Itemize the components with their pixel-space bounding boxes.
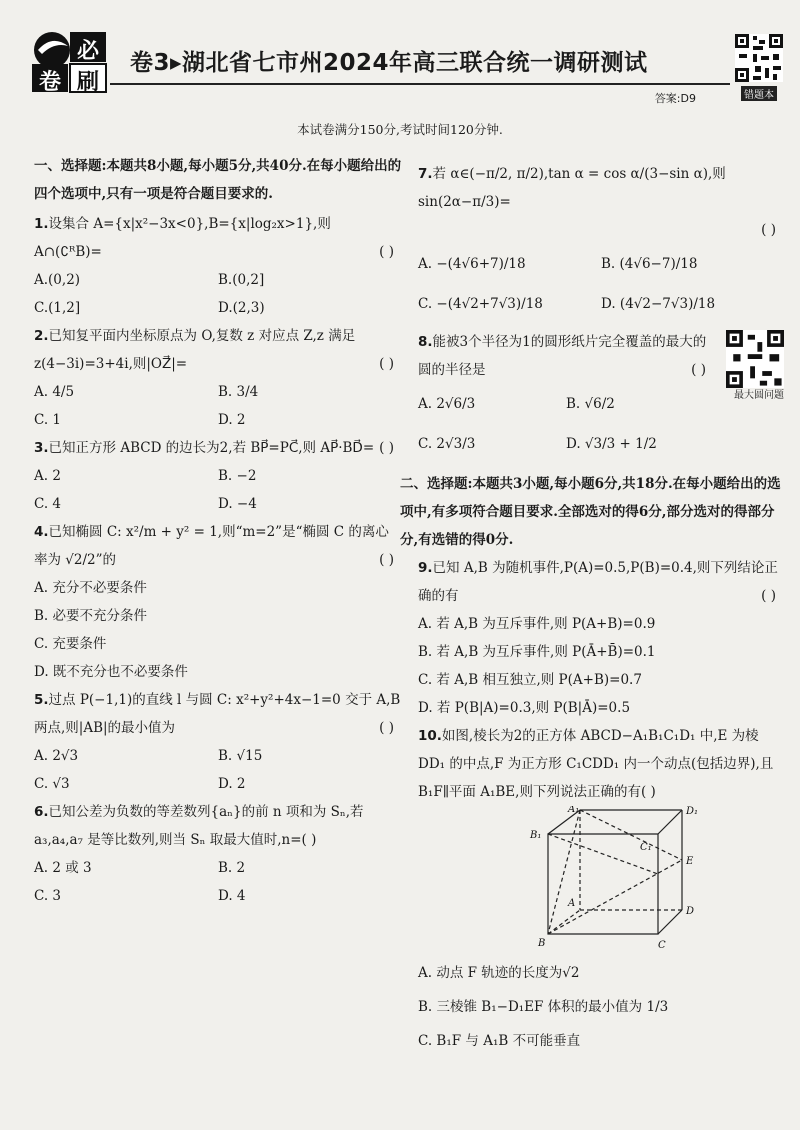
right-column xyxy=(400,160,784,1058)
left-column xyxy=(34,152,402,910)
section2-heading: 二、选择题:本题共3小题,每小题6分,共18分.在每小题给出的选项中,有多项符合题目要求.全部选对的得6分,部分选对的得部分分,有选错的得0分. xyxy=(400,476,781,548)
q9-option-b[interactable]: B. 若 A,B 为互斥事件,则 P(Ā+B̄)=0.1 xyxy=(418,644,656,660)
question-6 xyxy=(34,798,402,910)
q7-stem: 若 α∈(−π/2, π/2),tan α = cos α/(3−sin α),则 sin(2α−π/3)= xyxy=(418,166,726,210)
q10-number: 10. xyxy=(418,728,442,744)
question-5 xyxy=(34,686,402,798)
q6-option-b[interactable]: B. 2 xyxy=(218,860,246,876)
q8-stem: 能被3个半径为1的圆形纸片完全覆盖的最大的圆的半径是 xyxy=(418,334,707,378)
q6-option-a[interactable]: A. 2 或 3 xyxy=(34,860,92,876)
q6-option-d[interactable]: D. 4 xyxy=(218,888,246,904)
q4-option-d[interactable]: D. 既不充分也不必要条件 xyxy=(34,664,188,680)
section1-heading: 一、选择题:本题共8小题,每小题5分,共40分.在每小题给出的四个选项中,只有一项是符合题目要求的. xyxy=(34,158,402,202)
q2-stem: 已知复平面内坐标原点为 O,复数 z 对应点 Z,z 满足 z(4−3i)=3+4i,则|OZ⃗|= xyxy=(34,328,356,372)
q5-stem: 过点 P(−1,1)的直线 l 与圆 C: x²+y²+4x−1=0 交于 A,B 两点,则|AB|的最小值为 xyxy=(34,692,401,736)
q2-option-b[interactable]: B. 3/4 xyxy=(218,384,259,400)
q1-number: 1. xyxy=(34,216,49,232)
q8-blank: ( ) xyxy=(691,362,706,378)
q4-stem: 已知椭圆 C: x²/m + y² = 1,则“m=2”是“椭圆 C 的离心率为 √2/2”的 xyxy=(34,524,389,568)
logo-char-juan: 卷 xyxy=(39,70,62,95)
q6-stem: 已知公差为负数的等差数列{aₙ}的前 n 项和为 Sₙ,若 a₃,a₄,a₇ 是等比数列,则当 Sₙ 取最大值时,n=( ) xyxy=(34,804,364,848)
q1-stem: 设集合 A={x|x²−3x<0},B={x|log₂x>1},则 A∩(∁ᴿB)= xyxy=(34,216,331,260)
q1-option-c[interactable]: C.(1,2] xyxy=(34,300,81,316)
label-c1: C₁ xyxy=(640,842,652,853)
q3-number: 3. xyxy=(34,440,49,456)
q7-option-b[interactable]: B. (4√6−7)/18 xyxy=(601,256,698,272)
question-8 xyxy=(418,328,784,464)
q7-option-c[interactable]: C. −(4√2+7√3)/18 xyxy=(418,296,543,312)
q4-number: 4. xyxy=(34,524,49,540)
header xyxy=(30,28,730,105)
question-7 xyxy=(418,160,784,324)
q9-option-d[interactable]: D. 若 P(B|A)=0.3,则 P(B|Ā)=0.5 xyxy=(418,700,631,716)
question-4 xyxy=(34,518,402,686)
q8-option-c[interactable]: C. 2√3/3 xyxy=(418,436,476,452)
q8-option-b[interactable]: B. √6/2 xyxy=(566,396,615,412)
q1-blank: ( ) xyxy=(379,244,394,260)
label-d: D xyxy=(686,906,695,917)
q6-number: 6. xyxy=(34,804,49,820)
header-rule xyxy=(110,83,730,85)
q3-option-d[interactable]: D. −4 xyxy=(218,496,257,512)
logo-char-bi: 必 xyxy=(77,39,100,64)
q1-option-a[interactable]: A.(0,2) xyxy=(34,272,81,288)
q2-blank: ( ) xyxy=(379,356,394,372)
q1-option-b[interactable]: B.(0,2] xyxy=(218,272,265,288)
q3-stem: 已知正方形 ABCD 的边长为2,若 BP⃗=PC⃗,则 AP⃗·BD⃗= xyxy=(48,440,375,456)
page-title: 卷3▸湖北省七市州2024年高三联合统一调研测试 xyxy=(130,50,648,76)
q2-number: 2. xyxy=(34,328,49,344)
q7-number: 7. xyxy=(418,166,433,182)
question-2 xyxy=(34,322,402,434)
q10-stem: 如图,棱长为2的正方体 ABCD−A₁B₁C₁D₁ 中,E 为棱 DD₁ 的中点,F 为正方形 C₁CDD₁ 内一个动点(包括边界),且 B₁F∥平面 A₁BE,则下列说法正确的有( ) xyxy=(418,728,774,800)
question-1 xyxy=(34,210,402,322)
exam-note: 本试卷满分150分,考试时间120分钟. xyxy=(297,122,503,137)
label-a1: A₁ xyxy=(568,806,580,815)
q3-blank: ( ) xyxy=(379,440,394,456)
q8-option-d[interactable]: D. √3/3 + 1/2 xyxy=(566,436,657,452)
q9-number: 9. xyxy=(418,560,433,576)
q2-option-a[interactable]: A. 4/5 xyxy=(34,384,75,400)
q2-option-d[interactable]: D. 2 xyxy=(218,412,246,428)
logo-char-shua: 刷 xyxy=(77,70,100,95)
q2-option-c[interactable]: C. 1 xyxy=(34,412,62,428)
q10-option-b[interactable]: B. 三棱锥 B₁−D₁EF 体积的最小值为 1/3 xyxy=(418,999,669,1015)
q8-qr-caption: 最大圆问题 xyxy=(734,390,784,401)
answer-code: 答案:D9 xyxy=(651,90,700,106)
q3-option-b[interactable]: B. −2 xyxy=(218,468,257,484)
q9-option-c[interactable]: C. 若 A,B 相互独立,则 P(A+B)=0.7 xyxy=(418,672,642,688)
q5-option-b[interactable]: B. √15 xyxy=(218,748,263,764)
q8-qr-code-icon[interactable] xyxy=(726,330,784,388)
q5-blank: ( ) xyxy=(379,720,394,736)
q9-stem: 已知 A,B 为随机事件,P(A)=0.5,P(B)=0.4,则下列结论正确的有 xyxy=(418,560,778,604)
label-d1: D₁ xyxy=(686,806,699,817)
question-9 xyxy=(418,554,784,722)
q4-option-c[interactable]: C. 充要条件 xyxy=(34,636,107,652)
q10-option-a[interactable]: A. 动点 F 轨迹的长度为√2 xyxy=(418,965,580,981)
q5-option-d[interactable]: D. 2 xyxy=(218,776,246,792)
q5-option-a[interactable]: A. 2√3 xyxy=(34,748,79,764)
q9-blank: ( ) xyxy=(761,588,776,604)
q7-option-a[interactable]: A. −(4√6+7)/18 xyxy=(418,256,526,272)
label-b: B xyxy=(538,938,546,949)
question-10 xyxy=(418,722,784,1058)
q6-option-c[interactable]: C. 3 xyxy=(34,888,62,904)
q7-option-d[interactable]: D. (4√2−7√3)/18 xyxy=(601,296,716,312)
q8-option-a[interactable]: A. 2√6/3 xyxy=(418,396,476,412)
qr-caption: 错题本 xyxy=(741,86,777,101)
label-c: C xyxy=(658,940,666,951)
q9-option-a[interactable]: A. 若 A,B 为互斥事件,则 P(A+B)=0.9 xyxy=(418,616,656,632)
q3-option-c[interactable]: C. 4 xyxy=(34,496,62,512)
q5-option-c[interactable]: C. √3 xyxy=(34,776,70,792)
label-b1: B₁ xyxy=(530,830,542,841)
qr-code-icon[interactable] xyxy=(735,34,783,82)
q3-option-a[interactable]: A. 2 xyxy=(34,468,61,484)
q4-option-b[interactable]: B. 必要不充分条件 xyxy=(34,608,148,624)
q4-option-a[interactable]: A. 充分不必要条件 xyxy=(34,580,147,596)
q7-blank: ( ) xyxy=(761,222,776,238)
cube-figure xyxy=(418,806,784,956)
question-3 xyxy=(34,434,402,518)
q10-option-c[interactable]: C. B₁F 与 A₁B 不可能垂直 xyxy=(418,1033,581,1049)
q4-blank: ( ) xyxy=(379,552,394,568)
q5-number: 5. xyxy=(34,692,49,708)
label-a: A xyxy=(568,898,576,909)
q8-number: 8. xyxy=(418,334,433,350)
label-e: E xyxy=(686,856,694,867)
q1-option-d[interactable]: D.(2,3) xyxy=(218,300,265,316)
